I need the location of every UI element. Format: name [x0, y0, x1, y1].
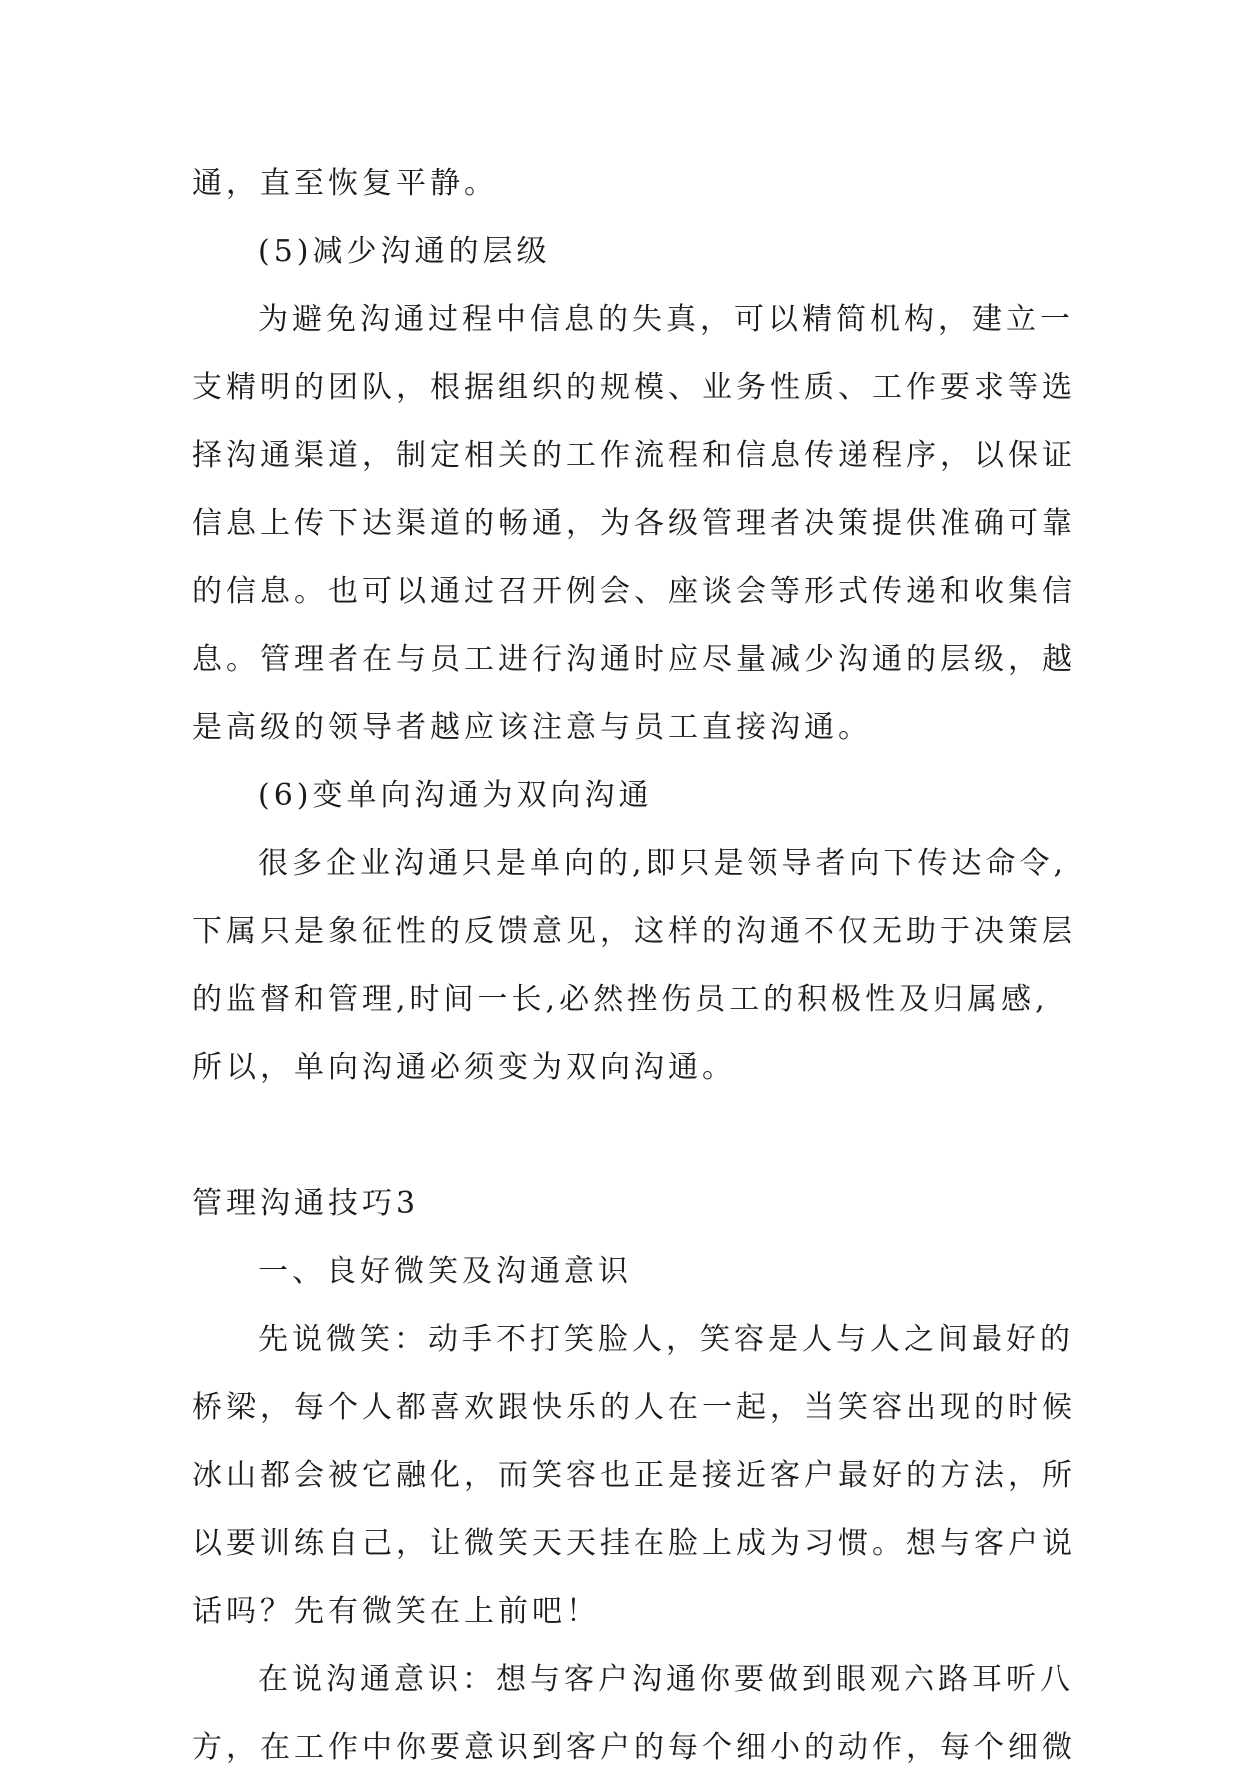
text-line: 冰山都会被它融化，而笑容也正是接近客户最好的方法，所	[192, 1458, 1076, 1493]
text-line: 是高级的领导者越应该注意与员工直接沟通。	[192, 710, 872, 745]
text-line: 支精明的团队，根据组织的规模、业务性质、工作要求等选	[192, 370, 1076, 405]
text-line: 以要训练自己，让微笑天天挂在脸上成为习惯。想与客户说	[192, 1526, 1076, 1561]
text-line: 话吗？先有微笑在上前吧！	[192, 1594, 600, 1629]
document-page	[192, 150, 1076, 1782]
text-line: 桥梁，每个人都喜欢跟快乐的人在一起，当笑容出现的时候	[192, 1390, 1076, 1425]
text-line: 很多企业沟通只是单向的,即只是领导者向下传达命令,	[258, 846, 1068, 881]
text-line: 的信息。也可以通过召开例会、座谈会等形式传递和收集信	[192, 574, 1076, 609]
paragraph-two-way	[192, 830, 1076, 1102]
text-line: 方，在工作中你要意识到客户的每个细小的动作，每个细微	[192, 1730, 1076, 1765]
text-line: 所以，单向沟通必须变为双向沟通。	[192, 1050, 736, 1085]
section-title: 管理沟通技巧3	[192, 1186, 420, 1221]
paragraph-reduce-levels	[192, 286, 1076, 762]
text-line: 先说微笑：动手不打笑脸人，笑容是人与人之间最好的	[258, 1322, 1074, 1357]
text-line: 为避免沟通过程中信息的失真，可以精简机构，建立一	[258, 302, 1074, 337]
text-line: 信息上传下达渠道的畅通，为各级管理者决策提供准确可靠	[192, 506, 1076, 541]
text-line: 的监督和管理,时间一长,必然挫伤员工的积极性及归属感,	[192, 982, 1049, 1017]
paragraph-awareness	[192, 1646, 1076, 1782]
subheading-5: (5)减少沟通的层级	[258, 234, 551, 269]
text-line: 通，直至恢复平静。	[192, 166, 498, 201]
subheading-6: (6)变单向沟通为双向沟通	[258, 778, 653, 813]
text-line: 择沟通渠道，制定相关的工作流程和信息传递程序，以保证	[192, 438, 1076, 473]
section-spacer	[192, 1102, 1060, 1170]
text-line: 息。管理者在与员工进行沟通时应尽量减少沟通的层级，越	[192, 642, 1076, 677]
text-line: 下属只是象征性的反馈意见，这样的沟通不仅无助于决策层	[192, 914, 1076, 949]
text-line: 在说沟通意识：想与客户沟通你要做到眼观六路耳听八	[258, 1662, 1074, 1697]
paragraph-smile	[192, 1306, 1076, 1646]
subheading-smile: 一、良好微笑及沟通意识	[258, 1254, 632, 1289]
